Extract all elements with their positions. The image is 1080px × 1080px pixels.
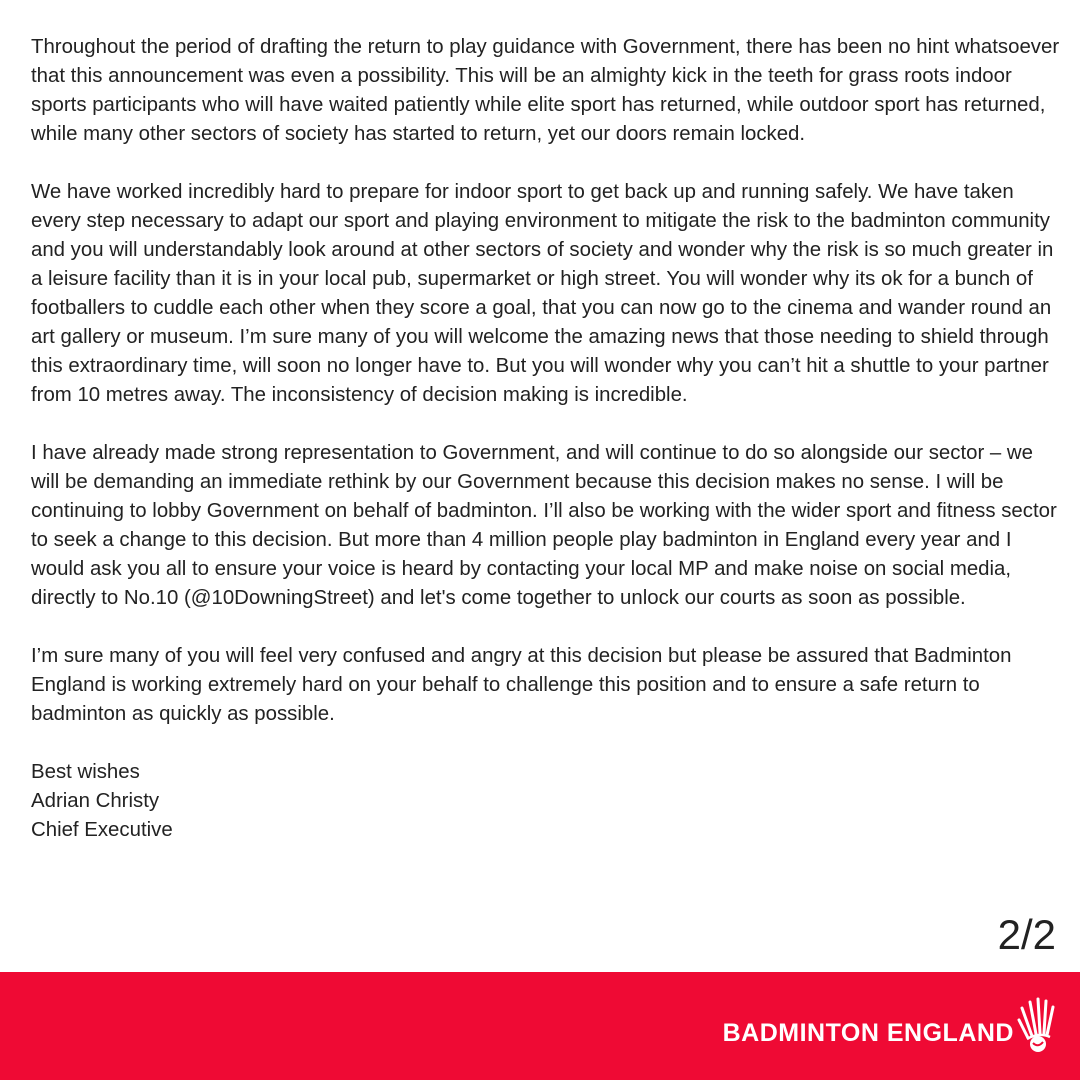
paragraph-3: I have already made strong representation to Government, and will continue to do so alongside our sector – we will be demanding an immediate rethink by our Government because this decision makes no sense. I will be continuing to lobby Government on behalf of badminton. I’ll also be working with the wider sport and fitness sector to seek a change to this decision. But more than 4 million people play badminton in England every year and I would ask you all to ensure your voice is heard by contacting your local MP and make noise on social media, directly to No.10 (@10DowningStreet) and let's come together to unlock our courts as soon as possible. (31, 442, 1057, 609)
signoff-name: Adrian Christy (31, 790, 160, 812)
shuttlecock-logo-icon (1016, 996, 1058, 1056)
brand-name: BADMINTON ENGLAND (722, 1018, 1014, 1047)
signoff (31, 758, 1061, 845)
page-number: 2/2 (997, 911, 1056, 958)
signoff-closing: Best wishes (31, 761, 140, 783)
paragraph-4: I’m sure many of you will feel very confused and angry at this decision but please be assured that Badminton England is working extremely hard on your behalf to challenge this position and to ensure a safe return to badminton as quickly as possible. (31, 645, 1012, 725)
signoff-role: Chief Executive (31, 819, 173, 841)
paragraph-1: Throughout the period of drafting the return to play guidance with Government, there has been no hint whatsoever that this announcement was even a possibility. This will be an almighty kick in the teeth for grass roots indoor sports participants who will have waited patiently while elite sport has returned, while outdoor sport has returned, while many other sectors of society has started to return, yet our doors remain locked. (31, 36, 1060, 145)
footer-bar (0, 972, 1080, 1080)
letter-body (31, 33, 1061, 845)
brand-lockup (723, 996, 1058, 1056)
paragraph-2: We have worked incredibly hard to prepare for indoor sport to get back up and running safely. We have taken every step necessary to adapt our sport and playing environment to mitigate the risk to the badminton community and you will understandably look around at other sectors of society and wonder why the risk is so much greater in a leisure facility than it is in your local pub, supermarket or high street. You will wonder why its ok for a bunch of footballers to cuddle each other when they score a goal, that you can now go to the cinema and wander round an art gallery or museum. I’m sure many of you will welcome the amazing news that those needing to shield through this extraordinary time, will soon no longer have to. But you will wonder why you can’t hit a shuttle to your partner from 10 metres away. The inconsistency of decision making is incredible. (31, 181, 1054, 406)
